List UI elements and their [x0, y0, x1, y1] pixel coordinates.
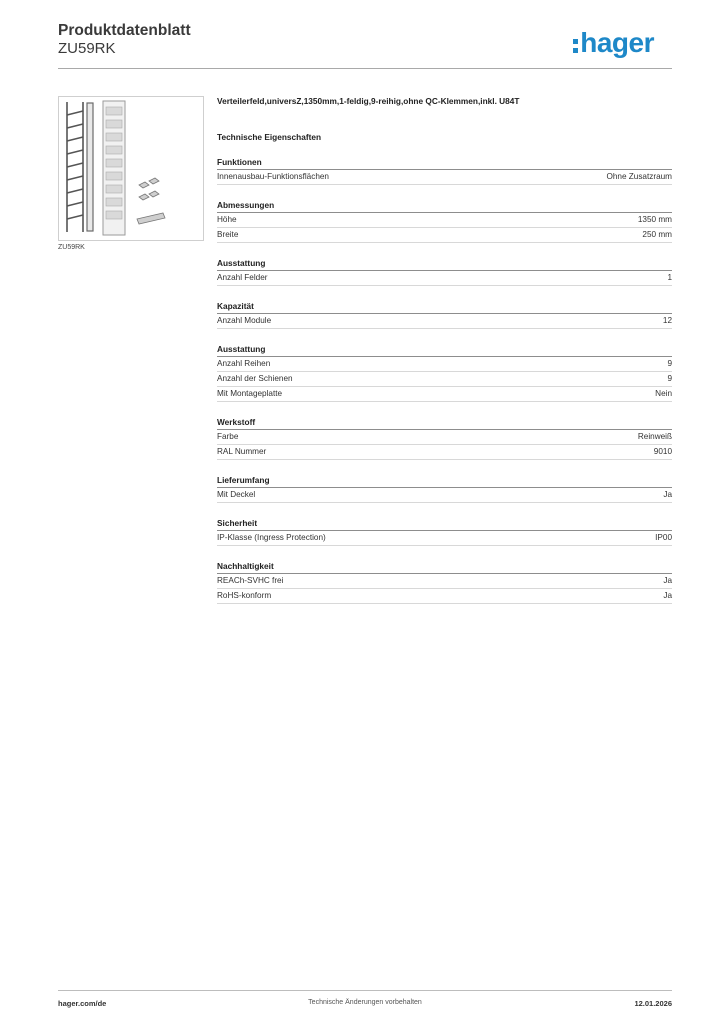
property-value: Ja: [663, 576, 672, 585]
cover-plate: [103, 101, 125, 235]
section-nachhaltigkeit: [217, 561, 672, 604]
property-label: IP-Klasse (Ingress Protection): [217, 533, 326, 542]
logo-dots-icon: [573, 39, 578, 53]
footer-divider: [58, 990, 672, 991]
property-label: Anzahl Reihen: [217, 359, 271, 368]
property-label: Höhe: [217, 215, 237, 224]
property-value: Ja: [663, 591, 672, 600]
section-title: Lieferumfang: [217, 475, 672, 488]
property-row: [217, 430, 672, 445]
document-header: [58, 20, 672, 70]
section-title: Abmessungen: [217, 200, 672, 213]
footer-notice: Technische Änderungen vorbehalten: [308, 999, 422, 1006]
property-label: Anzahl Module: [217, 316, 272, 325]
logo-wordmark: hager: [580, 27, 654, 58]
section-title: Ausstattung: [217, 344, 672, 357]
section-title: Sicherheit: [217, 518, 672, 531]
property-value: Reinweiß: [637, 432, 672, 441]
product-description: Verteilerfeld,universZ,1350mm,1-feldig,9-reihig,ohne QC-Klemmen,inkl. U84T: [217, 96, 520, 106]
property-row: [217, 213, 672, 228]
property-row: [217, 589, 672, 604]
section-lieferumfang: [217, 475, 672, 503]
ladder-frame: [67, 102, 83, 232]
property-value: 1350 mm: [637, 215, 672, 224]
section-sicherheit: [217, 518, 672, 546]
product-details: [217, 96, 672, 604]
section-ausstattung-2: [217, 344, 672, 402]
document-title: Produktdatenblatt: [58, 22, 191, 39]
property-value: Ja: [663, 490, 672, 499]
section-funktionen: [217, 157, 672, 185]
property-label: RoHS-konform: [217, 591, 272, 600]
property-label: Breite: [217, 230, 239, 239]
property-value: Nein: [655, 389, 672, 398]
section-ausstattung: [217, 258, 672, 286]
property-label: Anzahl Felder: [217, 273, 268, 282]
section-title: Ausstattung: [217, 258, 672, 271]
section-title: Kapazität: [217, 301, 672, 314]
property-row: [217, 170, 672, 185]
property-label: RAL Nummer: [217, 447, 267, 456]
property-label: Mit Montageplatte: [217, 389, 283, 398]
section-abmessungen: [217, 200, 672, 243]
property-row: [217, 271, 672, 286]
property-row: [217, 574, 672, 589]
property-row: [217, 387, 672, 402]
property-value: IP00: [655, 533, 672, 542]
section-title: Funktionen: [217, 157, 672, 170]
property-row: [217, 445, 672, 460]
property-row: [217, 228, 672, 243]
property-value: 9: [667, 359, 672, 368]
property-value: Ohne Zusatzraum: [606, 172, 672, 181]
property-label: Mit Deckel: [217, 490, 256, 499]
property-label: REACh-SVHC frei: [217, 576, 284, 585]
footer-date: 12.01.2026: [634, 999, 672, 1008]
distribution-panel-illustration: [59, 97, 203, 240]
property-value: 9: [667, 374, 672, 383]
product-code: ZU59RK: [58, 40, 116, 57]
property-row: [217, 531, 672, 546]
property-row: [217, 372, 672, 387]
section-title: Werkstoff: [217, 417, 672, 430]
property-label: Farbe: [217, 432, 239, 441]
property-row: [217, 488, 672, 503]
footer-website-link[interactable]: hager.com/de: [58, 999, 107, 1008]
technical-properties-heading: Technische Eigenschaften: [217, 132, 322, 142]
hager-logo: [573, 26, 654, 60]
property-label: Innenausbau-Funktionsflächen: [217, 172, 329, 181]
section-title: Nachhaltigkeit: [217, 561, 672, 574]
product-image: [58, 96, 204, 241]
property-label: Anzahl der Schienen: [217, 374, 293, 383]
section-werkstoff: [217, 417, 672, 460]
property-value: 1: [667, 273, 672, 282]
header-divider: [58, 68, 672, 69]
property-value: 12: [662, 316, 672, 325]
clamp-parts: [137, 178, 165, 224]
property-row: [217, 314, 672, 329]
property-value: 250 mm: [642, 230, 672, 239]
property-value: 9010: [653, 447, 672, 456]
property-row: [217, 357, 672, 372]
section-kapazitaet: [217, 301, 672, 329]
image-caption: ZU59RK: [58, 244, 85, 251]
